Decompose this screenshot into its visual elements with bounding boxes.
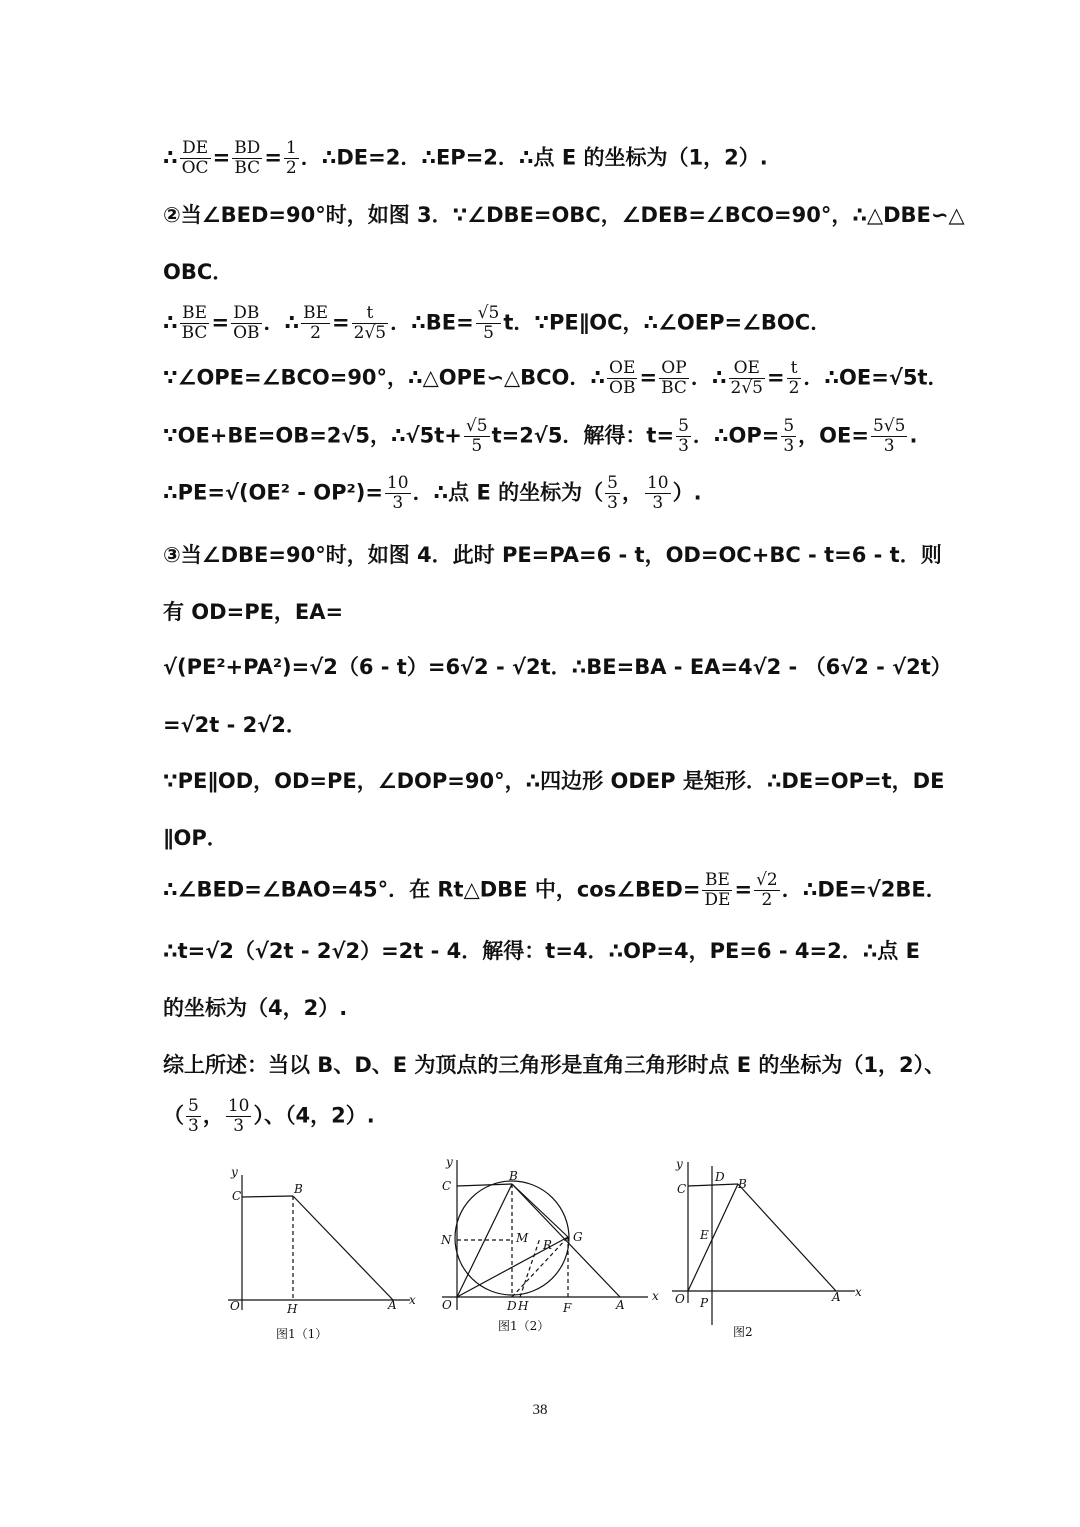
text-line-2: ②当∠BED=90°时，如图 3．∵∠DBE=OBC，∠DEB=∠BCO=90°，∴△DBE∽△: [163, 203, 965, 227]
fraction: $\frac{5}{3}$: [188, 1096, 199, 1136]
fig1-label-h: H: [287, 1302, 298, 1316]
text-line-9: 有 OD=PE，EA=: [163, 600, 344, 624]
fig3-label-b: B: [738, 1177, 747, 1191]
fig1-label-o: O: [230, 1299, 240, 1313]
fig1-caption: 图1（1）: [276, 1327, 328, 1341]
fraction: $\frac{5}{3}$: [783, 416, 795, 456]
text-line-10: √(PE²+PA²)=√2（6 - t）=6√2 - √2t．∴BE=BA - EA=4√2 - （6√2 - √2t）: [163, 655, 952, 679]
figures-row: [0, 1150, 1080, 1350]
fig2-label-a: A: [616, 1298, 625, 1312]
fraction: $\frac{10}{3}$: [646, 473, 669, 513]
figure-1-1: [228, 1175, 410, 1310]
fraction: $\frac{5√5}{3}$: [872, 416, 906, 456]
text-line-8: ③当∠DBE=90°时，如图 4．此时 PE=PA=6 - t，OD=OC+BC - t=6 - t．则: [163, 543, 942, 567]
fraction: $\frac{5}{3}$: [678, 416, 689, 456]
fraction: $\frac{5}{3}$: [607, 473, 618, 513]
fig1-label-c: C: [232, 1189, 242, 1203]
text-line-5: ∵∠OPE=∠BCO=90°，∴△OPE∽△BCO．∴ $\frac{OE}{OB}$ = $\frac{OP}{BC}$ ．∴ $\frac{OE}{2√5}$ = $\frac{t}{2}$ ．∴OE=√5t．: [163, 358, 949, 398]
fig3-label-a: A: [832, 1290, 841, 1304]
fraction: $\frac{1}{2}$: [285, 138, 297, 178]
fig2-label-n: N: [441, 1233, 452, 1247]
fraction: $\frac{DE}{OC}$: [181, 138, 209, 178]
fig3-label-o: O: [675, 1292, 685, 1306]
fraction: $\frac{OP}{BC}$: [661, 358, 687, 398]
fig2-label-d: D: [507, 1299, 517, 1313]
fig1-label-y: y: [231, 1165, 238, 1179]
fraction: $\frac{BD}{BC}$: [234, 138, 261, 178]
fig2-caption: 图1（2）: [498, 1319, 550, 1333]
text-line-17: 综上所述：当以 B、D、E 为顶点的三角形是直角三角形时点 E 的坐标为（1，2）、: [163, 1053, 946, 1077]
text-line-13: ∥OP．: [163, 826, 228, 850]
fig3-label-e: E: [700, 1228, 709, 1242]
fraction: $\frac{OE}{OB}$: [609, 358, 636, 398]
fig3-label-d: D: [715, 1170, 725, 1184]
text-line-3: OBC．: [163, 260, 234, 284]
fraction: $\frac{√5}{5}$: [477, 303, 500, 343]
text-line-14: ∴∠BED=∠BAO=45°．在 Rt△DBE 中，cos∠BED= $\frac{BE}{DE}$ = $\frac{√2}{2}$ ．∴DE=√2BE．: [163, 870, 947, 910]
fraction: $\frac{10}{3}$: [386, 473, 409, 513]
text-line-6: ∵OE+BE=OB=2√5，∴√5t+ $\frac{√5}{5}$ t=2√5．解得：t= $\frac{5}{3}$ ．∴OP= $\frac{5}{3}$ ，OE= $\frac{5√5}{3}$ .: [163, 416, 918, 456]
fraction: $\frac{√2}{2}$: [756, 870, 778, 910]
fig2-label-c: C: [442, 1179, 452, 1193]
fraction: $\frac{DB}{OB}$: [233, 303, 260, 343]
text-line-1: ∴ $\frac{DE}{OC}$ = $\frac{BD}{BC}$ = $\frac{1}{2}$ ．∴DE=2．∴EP=2．∴点 E 的坐标为（1，2）.: [163, 138, 768, 178]
text-line-16: 的坐标为（4，2）.: [163, 996, 348, 1020]
fig2-label-y: y: [446, 1155, 453, 1169]
text-line-12: ∵PE∥OD，OD=PE，∠DOP=90°，∴四边形 ODEP 是矩形．∴DE=OP=t，DE: [163, 769, 945, 793]
text-line-18: （ $\frac{5}{3}$ ， $\frac{10}{3}$ ）、（4，2）.: [163, 1096, 375, 1136]
fig1-label-x: x: [409, 1293, 416, 1307]
fig2-label-h: H: [518, 1299, 529, 1313]
fraction: $\frac{OE}{2√5}$: [730, 358, 763, 398]
fig1-label-b: B: [294, 1182, 303, 1196]
page-number: 38: [532, 1402, 548, 1418]
fig2-label-f: F: [563, 1301, 572, 1315]
fig3-label-c: C: [677, 1182, 687, 1196]
text-line-7: ∴PE=√(OE² - OP²)= $\frac{10}{3}$ ．∴点 E 的坐标为（ $\frac{5}{3}$ ， $\frac{10}{3}$ ）.: [163, 473, 702, 513]
fig2-label-g: G: [573, 1230, 583, 1244]
fraction: $\frac{BE}{BC}$: [181, 303, 208, 343]
figure-1-2: [442, 1160, 648, 1310]
text-line-11: =√2t - 2√2．: [163, 713, 307, 737]
fig3-label-p: P: [700, 1296, 709, 1310]
text-line-4: ∴ $\frac{BE}{BC}$ = $\frac{DB}{OB}$ ．∴ $\frac{BE}{2}$ = $\frac{t}{2√5}$ ．∴BE= $\frac{√5}{5}$ t．∵PE∥OC，∴∠OEP=∠BOC．: [163, 303, 832, 343]
fig1-label-a: A: [388, 1298, 397, 1312]
fig2-label-x: x: [652, 1289, 659, 1303]
fig3-label-x: x: [855, 1285, 862, 1299]
fig3-label-y: y: [676, 1157, 683, 1171]
fraction: $\frac{√5}{5}$: [465, 416, 488, 456]
fig2-label-r: R: [543, 1238, 553, 1252]
fraction: $\frac{BE}{DE}$: [704, 870, 731, 910]
fraction: $\frac{t}{2}$: [788, 358, 800, 398]
fraction: $\frac{10}{3}$: [227, 1096, 250, 1136]
fig2-label-o: O: [442, 1298, 452, 1312]
fig3-caption: 图2: [733, 1325, 753, 1339]
fig2-label-b: B: [509, 1169, 518, 1183]
fraction: $\frac{BE}{2}$: [303, 303, 329, 343]
fraction: $\frac{t}{2√5}$: [353, 303, 387, 343]
text-line-15: ∴t=√2（√2t - 2√2）=2t - 4．解得：t=4．∴OP=4，PE=6 - 4=2．∴点 E: [163, 939, 920, 963]
fig2-label-m: M: [516, 1231, 529, 1245]
